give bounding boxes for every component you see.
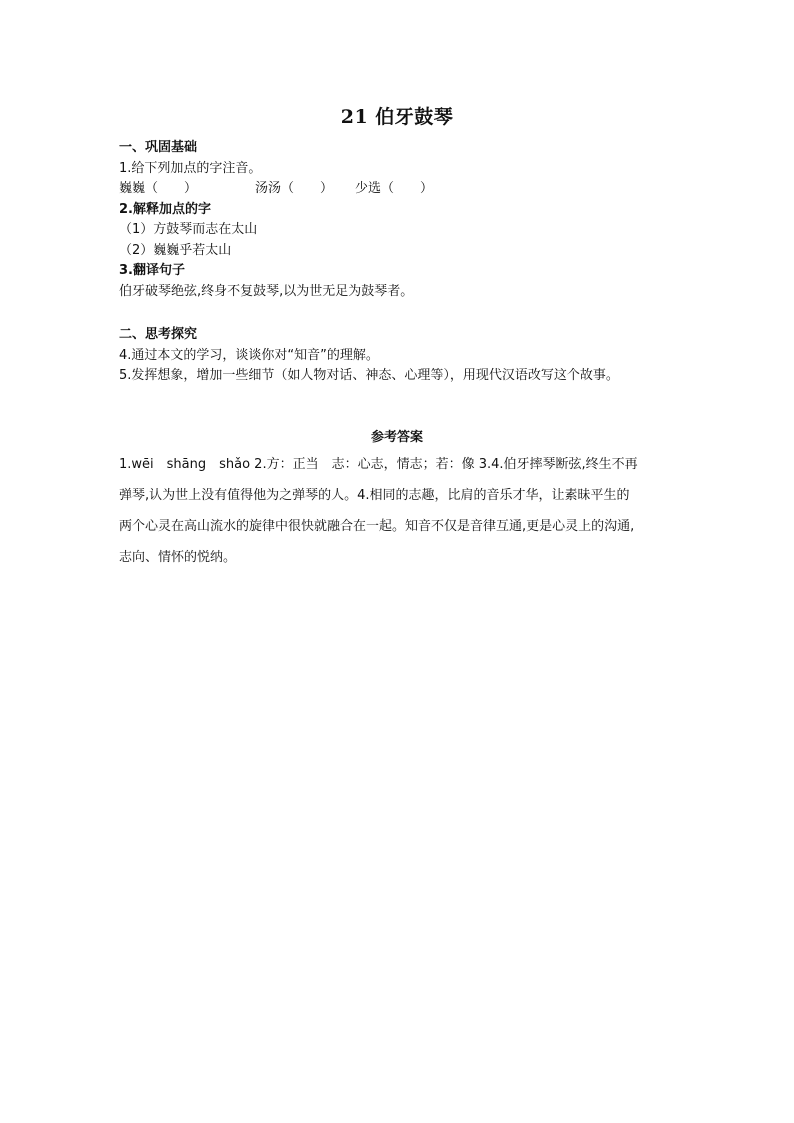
question-1-prompt: 1.给下列加点的字注音。	[119, 160, 262, 176]
question-1-items	[119, 179, 679, 200]
question-1-item-3: 少选（ ）	[355, 181, 434, 196]
section-thinking	[119, 325, 679, 387]
answers-heading: 参考答案	[370, 430, 423, 445]
answers-line-3: 两个心灵在高山流水的旋律中很快就融合在一起。知音不仅是音律互通,更是心灵上的沟通,	[119, 519, 635, 534]
section-thinking-heading: 二、思考探究	[119, 327, 198, 342]
question-1-item-2: 汤汤（ ）	[255, 181, 334, 196]
answers-line-1: 1.wēi shāng shǎo 2.方：正当 志：心志，情志；若：像 3.4.伯牙摔琴断弦,终生不再	[119, 457, 638, 472]
answers-line-4: 志向、情怀的悦纳。	[119, 550, 237, 565]
section-basics-heading: 一、巩固基础	[119, 140, 198, 155]
question-2-heading: 2.解释加点的字	[119, 201, 211, 217]
question-3-text: 伯牙破琴绝弦,终身不复鼓琴,以为世无足为鼓琴者。	[119, 283, 414, 299]
section-basics	[119, 138, 679, 302]
answers-line-2: 弹琴,认为世上没有值得他为之弹琴的人。4.相同的志趣，比肩的音乐才华，让素昧平生的	[119, 488, 630, 503]
question-4: 4.通过本文的学习，谈谈你对“知音”的理解。	[119, 347, 379, 363]
question-2-item-1: （1）方鼓琴而志在太山	[119, 222, 258, 237]
question-1-item-1: 巍巍（ ）	[119, 181, 198, 196]
question-3-heading: 3.翻译句子	[119, 263, 185, 278]
question-5: 5.发挥想象，增加一些细节（如人物对话、神态、心理等），用现代汉语改写这个故事。	[119, 368, 619, 383]
question-2-item-2: （2）巍巍乎若太山	[119, 242, 232, 258]
answers-body	[119, 454, 679, 578]
page-title: 21 伯牙鼓琴	[340, 106, 454, 128]
